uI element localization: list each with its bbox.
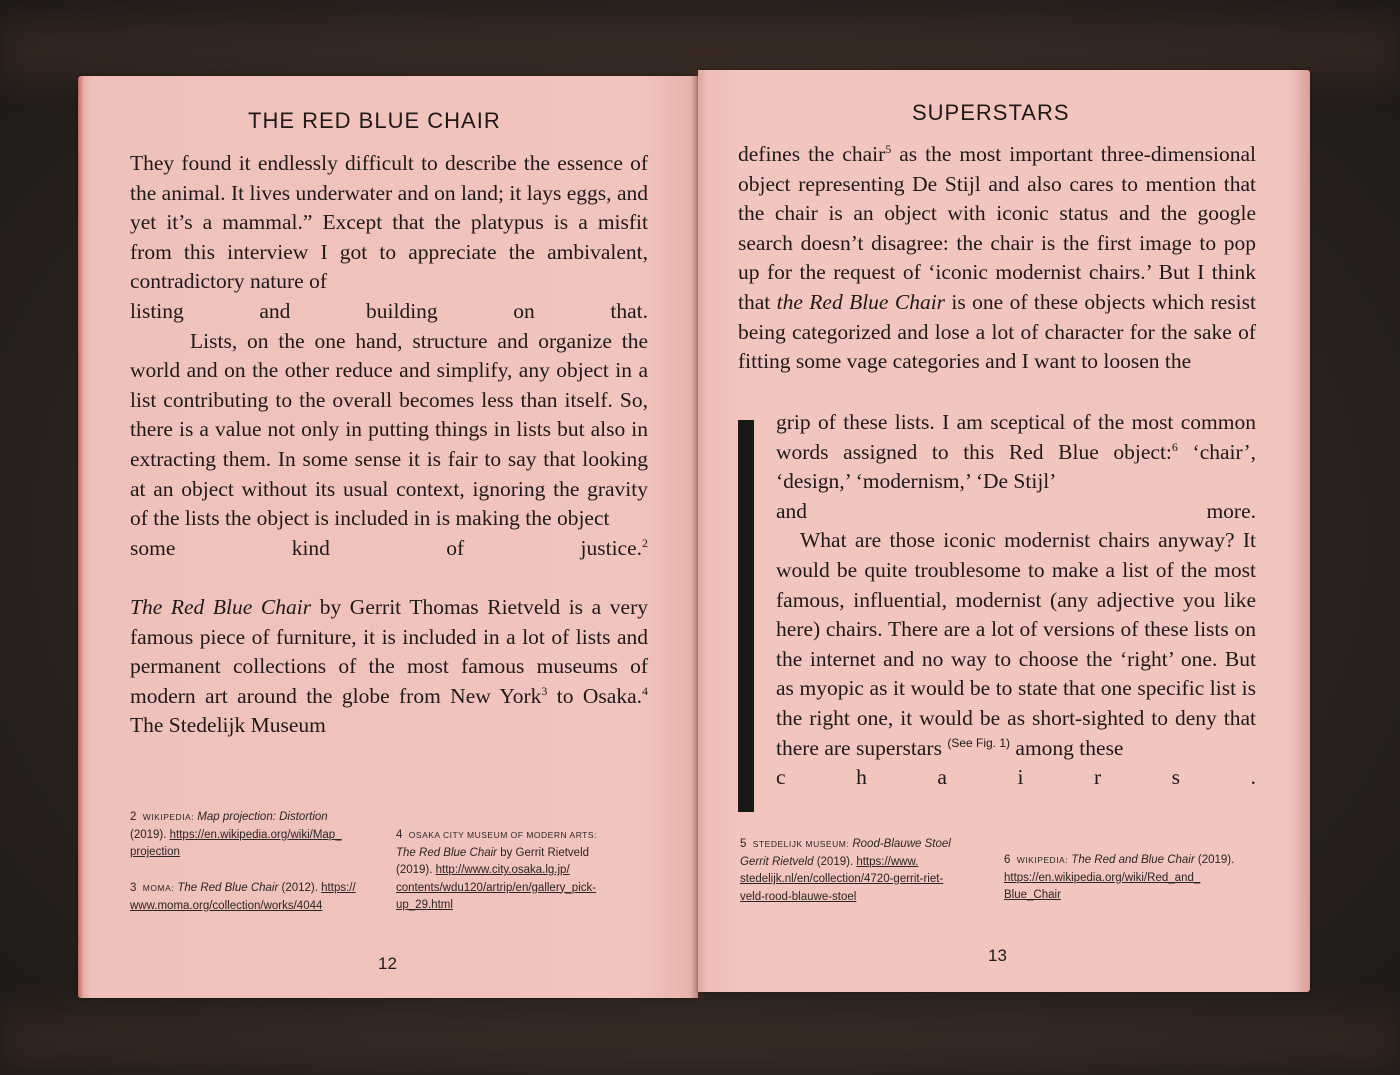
paragraph: They found it endlessly difficult to describe the essence of the animal. It lives underwater and on land; it lays eggs, and yet it’s a mammal.” Except that the platypus is a misfit from this interview I got to appreciate the ambivalent, contradictory nature of xyxy=(130,151,648,294)
footnote-link[interactable]: stedelijk.nl/en/collection/4720-gerrit-riet- xyxy=(740,873,944,885)
footnote-link[interactable]: Blue_Chair xyxy=(1004,889,1061,901)
footnote-link[interactable]: contents/wdu120/artrip/en/gallery_pick- xyxy=(396,881,597,894)
footnote-ref: 2 xyxy=(642,535,648,550)
paragraph: What are those iconic modernist chairs anyway? It would be quite troublesome to make a list of the most famous, influential, modernist (any adjective you like here) chairs. There are a lot of versions of these lists on the internet and no way to choose the ‘right’ one. But as myopic as it would be to state that one specific list is the right one, it would be as short-sighted to deny that there are superstars $^{(See Fig. 1)}$ among these xyxy=(776,528,1256,760)
footnote-ref: 3 xyxy=(541,683,548,698)
footnote-4: 4 OSAKA CITY MUSEUM OF MODERN ARTS: The Red Blue Chair by Gerrit Rietveld (2019). http://www.city.osaka.lg.jp/ contents/wdu120/artrip/en/gallery_pick- up_29.html xyxy=(396,829,597,911)
footnote-2: 2 WIKIPEDIA: Map projection: Distortion (2019). https://en.wikipedia.org/wiki/Map_ projection xyxy=(130,811,342,858)
footnote-link[interactable]: https://en.wikipedia.org/wiki/Map_ xyxy=(169,828,342,841)
spread-word xyxy=(776,763,1256,793)
paragraph-last-line: listing and building on that. xyxy=(130,298,648,323)
paragraph-last-line: some kind of justice.$^2$ xyxy=(130,535,648,560)
footnote-ref: 5 xyxy=(885,141,892,156)
footnote-link[interactable]: https:// xyxy=(321,882,356,894)
footnote-link[interactable]: www.moma.org/collection/works/4044 xyxy=(130,899,323,912)
paragraph: Lists, on the one hand, structure and organize the world and on the other reduce and simplify, any object in a list contributing to the overall becomes less than itself. So, there is a value not only in putting things in lists but also in extracting them. In some sense it is fair to say that looking at an object without its usual context, ignoring the gravity of the lists the object is included in is making the object xyxy=(130,328,648,531)
paragraph: grip of these lists. I am sceptical of the most common words assigned to this Red Blue object:$^6$ ‘chair’, ‘design,’ ‘modernism,’ ‘De Stijl’ xyxy=(776,410,1256,494)
body-text xyxy=(130,149,648,741)
footnote-link[interactable]: http://www.city.osaka.lg.jp/ xyxy=(435,864,570,876)
figure-reference[interactable]: (See Fig. 1) xyxy=(947,735,1011,750)
footnote-6: 6 WIKIPEDIA: The Red and Blue Chair (2019). https://en.wikipedia.org/wiki/Red_and_ Blue_Chair xyxy=(1004,854,1235,901)
page-number: 12 xyxy=(378,954,397,973)
paragraph-last-line: and more. xyxy=(776,498,1256,523)
body-text xyxy=(738,140,1256,377)
footnote-ref: 4 xyxy=(642,683,649,698)
right-page xyxy=(698,70,1310,992)
body-text-indented xyxy=(776,408,1256,793)
footnote-link[interactable]: https://en.wikipedia.org/wiki/Red_and_ xyxy=(1004,871,1201,884)
footnote-ref: 6 xyxy=(1171,439,1178,454)
spacer xyxy=(130,563,648,593)
running-head: SUPERSTARS xyxy=(912,100,1070,125)
decorative-black-bar xyxy=(738,420,754,812)
running-head: THE RED BLUE CHAIR xyxy=(248,108,501,133)
spread-letter: . xyxy=(1250,765,1256,790)
spread-letter: i xyxy=(1017,765,1024,790)
footnote-link[interactable]: https://www. xyxy=(856,855,919,868)
left-page xyxy=(78,76,698,998)
footnote-link[interactable]: veld-rood-blauwe-stoel xyxy=(740,890,857,903)
paragraph: The Red Blue Chair by Gerrit Thomas Rietveld is a very famous piece of furniture, it is included in a lot of lists and permanent collections of the most famous museums of modern art around the globe from New York$^3$ to Osaka.$^4$ The Stedelijk Museum xyxy=(130,594,649,738)
spread-letter: r xyxy=(1093,765,1102,790)
spread-letter: h xyxy=(856,765,867,790)
open-book xyxy=(78,70,1318,1005)
footnote-link[interactable]: up_29.html xyxy=(396,899,453,911)
footnote-3: 3 MOMA: The Red Blue Chair (2012). https:// www.moma.org/collection/works/4044 xyxy=(130,882,356,912)
footnote-5: 5 STEDELIJK MUSEUM: Rood-Blauwe Stoel Gerrit Rietveld (2019). https://www. stedelijk.nl/en/collection/4720-gerrit-riet- veld-rood-blauwe-stoel xyxy=(740,838,951,903)
spread-letter: c xyxy=(776,765,786,790)
spread-letter: s xyxy=(1171,765,1181,790)
spread-letter: a xyxy=(937,765,947,790)
page-number: 13 xyxy=(988,946,1007,965)
paragraph: defines the chair$^5$ as the most important three-dimensional object representing De Stijl and also cares to mention that the chair is an object with iconic status and the google search doesn’t disagree: the chair is the first image to pop up for the request of ‘iconic modernist chairs.’ But I think that the Red Blue Chair is one of these objects which resist being categorized and lose a lot of character for the sake of fitting some vage categories and I want to loosen the xyxy=(738,141,1256,374)
background-blur xyxy=(0,1010,1400,1070)
footnote-link[interactable]: projection xyxy=(130,846,180,858)
